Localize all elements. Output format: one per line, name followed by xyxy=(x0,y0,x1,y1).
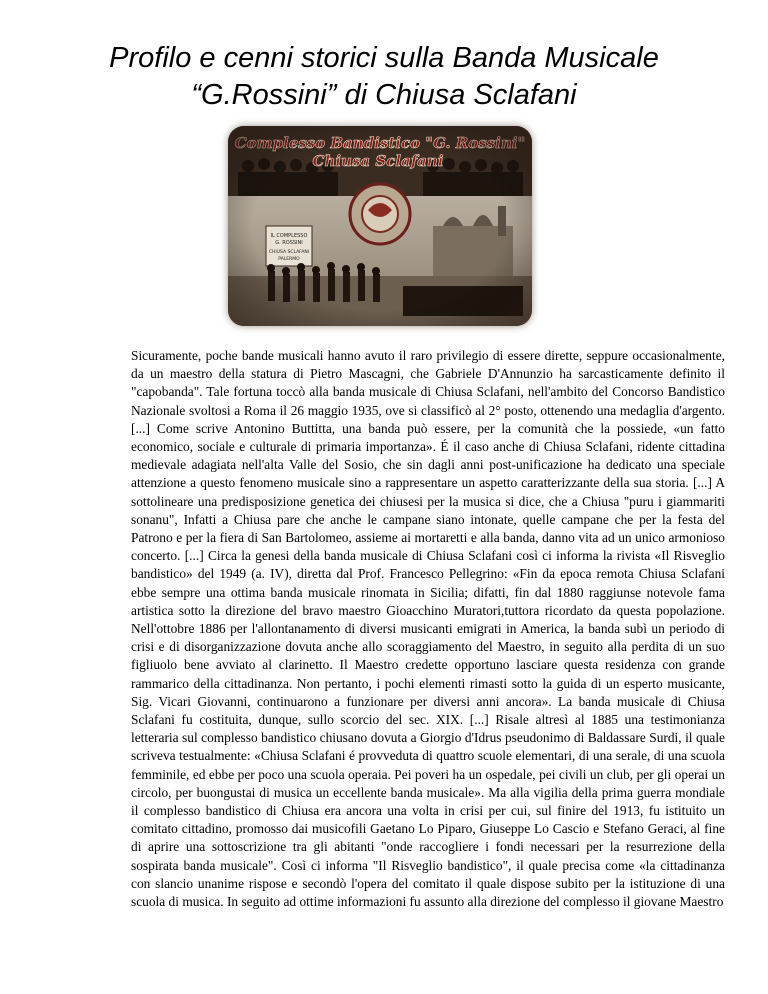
article-body: Sicuramente, poche bande musicali hanno avuto il raro privilegio di essere dirette, seppure occasionalmente, da un maestro della statura di Pietro Mascagni, che Gabriele D'Annunzio ha sarcasticamente definito il "capobanda". Tale fortuna toccò alla banda musicale di Chiusa Sclafani, nell'ambito del Concorso Bandistico Nazionale svoltosi a Roma il 26 maggio 1935, ove si classificò al 2° posto, ottenendo una medaglia d'argento. [...] Come scrive Antonino Buttitta, una banda può essere, per la comunità che la possiede, «un fatto economico, sociale e culturale di primaria importanza». É il caso anche di Chiusa Sclafani, ridente cittadina medievale adagiata nell'alta Valle del Sosio, che sin dagli anni post-unificazione ha dedicato una speciale attenzione a questo fenomeno musicale sino a rappresentare un aspetto caratterizzante della sua storia. [...] A sottolineare una predisposizione genetica dei chiusesi per la musica si dice, che a Chiusa "puru i giammariti sonanu", Infatti a Chiusa pare che anche le campane siano intonate, quelle campane che per la festa del Patrono e per la fiera di San Bartolomeo, assieme ai mortaretti e alla banda, danno vita ad un unico armonioso concerto. [...] Circa la genesi della banda musicale di Chiusa Sclafani così ci informa la rivista «Il Risveglio bandistico» del 1949 (a. IV), diretta dal Prof. Francesco Pellegrino: «Fin da epoca remota Chiusa Sclafani ebbe sempre una ottima banda musicale rinomata in Sicilia; difatti, fin dal 1880 raggiunse notevole fama artistica sotto la direzione del bravo maestro Gioacchino Muratori,tuttora ricordato da questa popolazione. Nell'ottobre 1886 per l'allontanamento di diversi musicanti emigrati in America, la banda subì un periodo di crisi e di disorganizzazione dovuta anche allo scoraggiamento del Maestro, in seguito alla perdita di un suo figliuolo bene avviato al clarinetto. Il Maestro credette opportuno lasciare questa residenza con grande rammarico della cittadinanza. Non pertanto, i pochi elementi rimasti sotto la guida di un esperto musicante, Sig. Vicari Giovanni, continuarono a funzionare per diversi anni ancora». La banda musicale di Chiusa Sclafani fu costituita, dunque, sullo scorcio del sec. XIX. [...] Risale altresì al 1885 una testimonianza letteraria sul complesso bandistico chiusano dovuta a Giorgio d'Idrus pseudonimo di Baldassare Surdi, il quale scriveva testualmente: «Chiusa Sclafani é provveduta di quattro scuole elementari, di una serale, di una scuola femminile, ed ebbe per poco una scuola operaia. Pei poveri ha un ospedale, pei civili un club, per gli operai un circolo, per buongustai di musica un eccellente banda musicale». Ma alla vigilia della prima guerra mondiale il complesso bandistico di Chiusa era ancora una volta in crisi per cui, sul finire del 1913, fu istituito un comitato cittadino, promosso dai musicofili Gaetano Lo Piparo, Giuseppe Lo Cascio e Stefano Geraci, al fine di aprire una sottoscrizione tra gli abitanti "onde raccogliere i fondi necessari per la resurrezione della sospirata banda musicale". Così ci informa "Il Risveglio bandistico", il quale precisa come «la cittadinanza con slancio unanime rispose e secondò l'opera del comitato il quale dispose subito per la istituzione di una scuola di musica. In seguito ad ottime informazioni fu assunto alla direzione del complesso il giovane Maestro xyxy=(131,348,725,910)
title-line-1: Profilo e cenni storici sulla Banda Musicale xyxy=(109,42,659,74)
title-line-2: “G.Rossini” di Chiusa Sclafani xyxy=(191,79,577,111)
band-collage-photo xyxy=(228,126,532,326)
page-title xyxy=(0,40,768,114)
